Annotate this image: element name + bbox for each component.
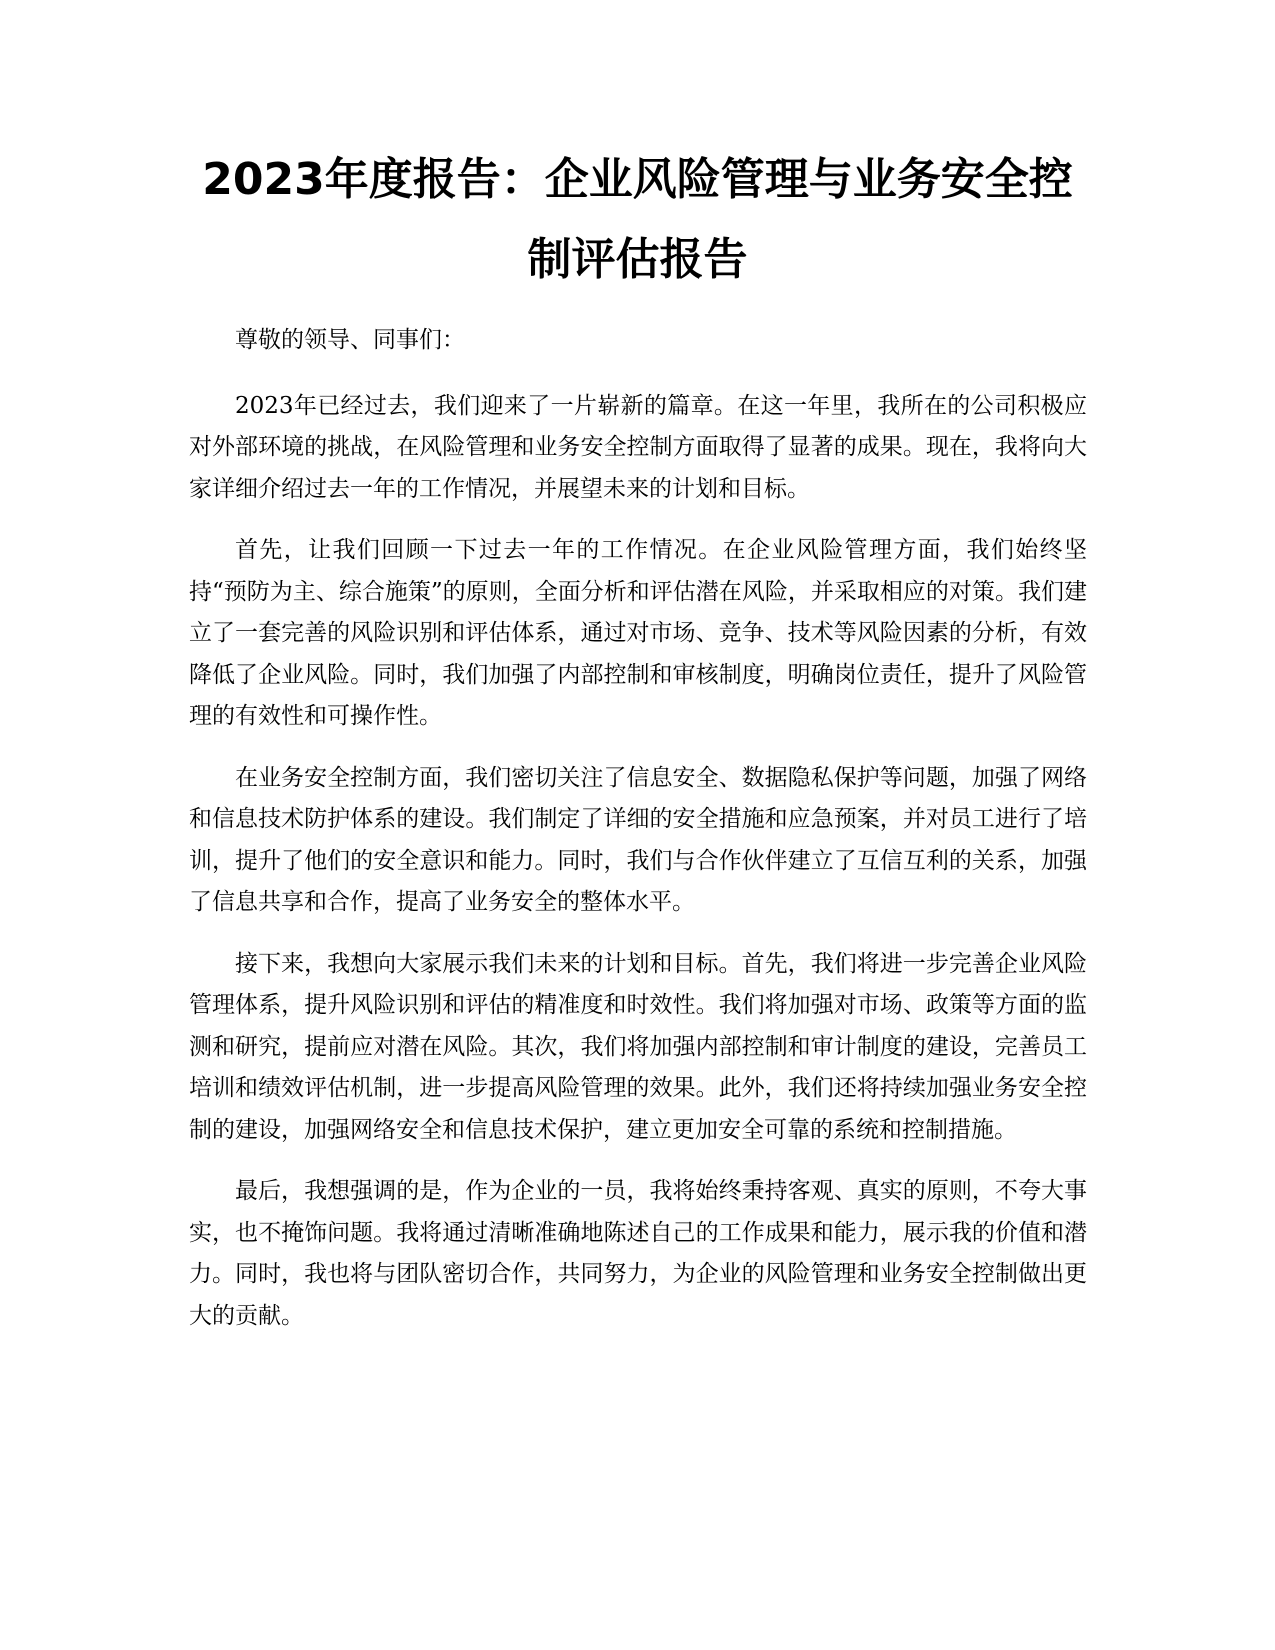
title-line-1: 2023年度报告：企业风险管理与业务安全控 (202, 154, 1073, 205)
document-title (150, 140, 1125, 300)
title-line-2: 制评估报告 (527, 234, 748, 285)
paragraph-2: 首先，让我们回顾一下过去一年的工作情况。在企业风险管理方面，我们始终坚持“预防为主、综合施策”的原则，全面分析和评估潜在风险，并采取相应的对策。我们建立了一套完善的风险识别和评估体系，通过对市场、竞争、技术等风险因素的分析，有效降低了企业风险。同时，我们加强了内部控制和审核制度，明确岗位责任，提升了风险管理的有效性和可操作性。 (189, 537, 1087, 729)
greeting: 尊敬的领导、同事们： (235, 327, 465, 353)
paragraph-5: 最后，我想强调的是，作为企业的一员，我将始终秉持客观、真实的原则，不夸大事实，也不掩饰问题。我将通过清晰准确地陈述自己的工作成果和能力，展示我的价值和潜力。同时，我也将与团队密切合作，共同努力，为企业的风险管理和业务安全控制做出更大的贡献。 (189, 1178, 1087, 1329)
paragraph-3: 在业务安全控制方面，我们密切关注了信息安全、数据隐私保护等问题，加强了网络和信息技术防护体系的建设。我们制定了详细的安全措施和应急预案，并对员工进行了培训，提升了他们的安全意识和能力。同时，我们与合作伙伴建立了互信互利的关系，加强了信息共享和合作，提高了业务安全的整体水平。 (189, 764, 1087, 915)
paragraph-4: 接下来，我想向大家展示我们未来的计划和目标。首先，我们将进一步完善企业风险管理体系，提升风险识别和评估的精准度和时效性。我们将加强对市场、政策等方面的监测和研究，提前应对潜在风险。其次，我们将加强内部控制和审计制度的建设，完善员工培训和绩效评估机制，进一步提高风险管理的效果。此外，我们还将持续加强业务安全控制的建设，加强网络安全和信息技术保护，建立更加安全可靠的系统和控制措施。 (189, 950, 1087, 1143)
paragraph-1: 2023年已经过去，我们迎来了一片崭新的篇章。在这一年里，我所在的公司积极应对外部环境的挑战，在风险管理和业务安全控制方面取得了显著的成果。现在，我将向大家详细介绍过去一年的工作情况，并展望未来的计划和目标。 (189, 392, 1087, 502)
document-body (189, 320, 1087, 1357)
